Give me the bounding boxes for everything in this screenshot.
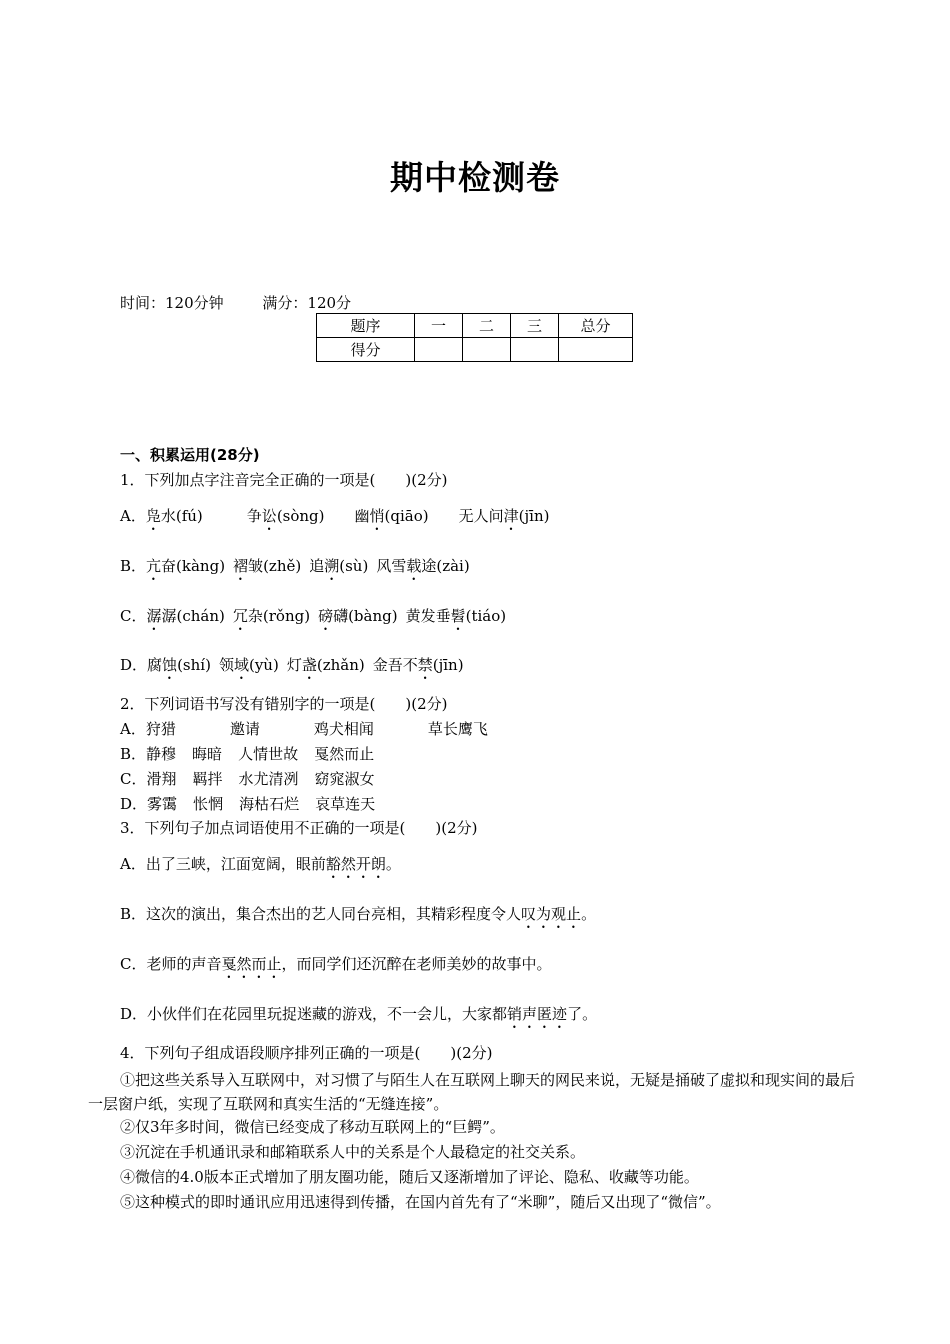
q1-option-b: B．亢奋(kàng) 褶皱(zhě) 追溯(sù) 风雪载途(zài): [120, 557, 470, 575]
q1-b-item: 风雪载途(zài): [376, 557, 470, 575]
q3-option-a: A．出了三峡，江面宽阔，眼前豁然开朗。: [120, 855, 401, 873]
score-cell[interactable]: [559, 338, 633, 362]
q2-option-c: C．滑翔 羁拌 水尤清冽 窈窕淑女: [120, 770, 375, 788]
score-table-score-row: [317, 338, 633, 362]
question-1-stem: 1．下列加点字注音完全正确的一项是( )(2分): [120, 471, 448, 489]
q2-word: 鸡犬相闻: [313, 720, 374, 738]
q1-b-item: 褶皱(zhě): [233, 557, 302, 575]
score-table-header-row: [317, 314, 633, 338]
time-limit: 时间：120分钟: [120, 294, 224, 312]
q1-d-item: 灯盏(zhǎn): [286, 656, 365, 674]
full-score: 满分：120分: [262, 294, 352, 312]
score-table: [316, 313, 633, 362]
q1-c-item: 黄发垂髫(tiáo): [405, 607, 507, 625]
q2-option-a: A．狩猎 邀请 鸡犬相闻 草长鹰飞: [120, 720, 488, 738]
q1-b-item: 追溯(sù): [309, 557, 369, 575]
score-header-cell: 总分: [559, 314, 633, 338]
q2-word: 哀草连天: [315, 795, 376, 813]
q1-a-item: 幽悄(qiāo): [354, 507, 429, 525]
q2-word: 水尤清冽: [238, 770, 299, 788]
q2-word: 海枯石烂: [239, 795, 300, 813]
score-cell[interactable]: [463, 338, 511, 362]
q1-d-item: 腐蚀(shí): [147, 656, 211, 674]
q2-word: 狩猎: [145, 720, 176, 738]
score-header-cell: 三: [511, 314, 559, 338]
q3-option-c: C．老师的声音戛然而止，而同学们还沉醉在老师美妙的故事中。: [120, 955, 552, 973]
q1-a-item: 争讼(sòng): [246, 507, 325, 525]
exam-meta: [120, 292, 351, 313]
q4-sentence-1: ①把这些关系导入互联网中，对习惯了与陌生人在互联网上聊天的网民来说，无疑是捅破了虚拟和现实间的最后一层窗户纸，实现了互联网和真实生活的“无缝连接”。: [88, 1071, 856, 1113]
score-header-cell: 题序: [317, 314, 415, 338]
dotted-phrase: 戛然而止: [221, 955, 282, 973]
q1-c-item: 潺潺(chán): [146, 607, 225, 625]
score-cell[interactable]: [415, 338, 463, 362]
q2-word: 戛然而止: [314, 745, 375, 763]
q1-a-item: 无人问津(jīn): [458, 507, 550, 525]
q2-word: 邀请: [229, 720, 260, 738]
score-cell[interactable]: [511, 338, 559, 362]
q2-word: 晦暗: [192, 745, 223, 763]
q1-b-item: 亢奋(kàng): [146, 557, 226, 575]
dotted-phrase: 销声匿迹: [507, 1005, 568, 1023]
q2-word: 滑翔: [146, 770, 177, 788]
q2-word: 怅惘: [193, 795, 224, 813]
q2-word: 窈窕淑女: [314, 770, 375, 788]
q4-sentence-5: ⑤这种模式的即时通讯应用迅速得到传播，在国内首先有了“米聊”，随后又出现了“微信”。: [120, 1193, 721, 1211]
q2-option-d: D．雾霭 怅惘 海枯石烂 哀草连天: [120, 795, 376, 813]
page-title: 期中检测卷: [390, 158, 560, 197]
q1-a-item: 凫水(fú): [145, 507, 203, 525]
q3-option-b: B．这次的演出，集合杰出的艺人同台亮相，其精彩程度令人叹为观止。: [120, 905, 597, 923]
q1-option-d: D．腐蚀(shí) 领域(yù) 灯盏(zhǎn) 金吾不禁(jīn): [120, 656, 464, 674]
q4-sentence-3: ③沉淀在手机通讯录和邮箱联系人中的关系是个人最稳定的社交关系。: [120, 1143, 586, 1161]
q2-word: 人情世故: [238, 745, 299, 763]
score-header-cell: 一: [415, 314, 463, 338]
q1-c-item: 冗杂(rǒng): [232, 607, 311, 625]
q2-word: 羁拌: [192, 770, 223, 788]
q2-word: 静穆: [146, 745, 177, 763]
score-header-cell: 二: [463, 314, 511, 338]
question-4-stem: 4．下列句子组成语段顺序排列正确的一项是( )(2分): [120, 1044, 493, 1062]
q2-option-b: B．静穆 晦暗 人情世故 戛然而止: [120, 745, 375, 763]
score-row-label: 得分: [317, 338, 415, 362]
question-3-stem: 3．下列句子加点词语使用不正确的一项是( )(2分): [120, 819, 478, 837]
q2-word: 雾霭: [147, 795, 178, 813]
dotted-phrase: 叹为观止: [521, 905, 582, 923]
section-heading: 一、积累运用(28分): [120, 446, 260, 464]
q1-d-item: 金吾不禁(jīn): [372, 656, 464, 674]
q1-d-item: 领域(yù): [218, 656, 279, 674]
q1-c-item: 磅礴(bàng): [318, 607, 398, 625]
q4-sentence-4: ④微信的4.0版本正式增加了朋友圈功能，随后又逐渐增加了评论、隐私、收藏等功能。: [120, 1168, 699, 1186]
q3-option-d: D．小伙伴们在花园里玩捉迷藏的游戏，不一会儿，大家都销声匿迹了。: [120, 1005, 598, 1023]
q1-option-a: A．凫水(fú) 争讼(sòng) 幽悄(qiāo) 无人问津(jīn): [120, 507, 550, 525]
q2-word: 草长鹰飞: [427, 720, 488, 738]
dotted-phrase: 豁然开朗: [325, 855, 386, 873]
question-2-stem: 2．下列词语书写没有错别字的一项是( )(2分): [120, 695, 448, 713]
q4-sentence-2: ②仅3年多时间，微信已经变成了移动互联网上的“巨鳄”。: [120, 1118, 505, 1136]
q1-option-c: C．潺潺(chán) 冗杂(rǒng) 磅礴(bàng) 黄发垂髫(tiáo): [120, 607, 507, 625]
